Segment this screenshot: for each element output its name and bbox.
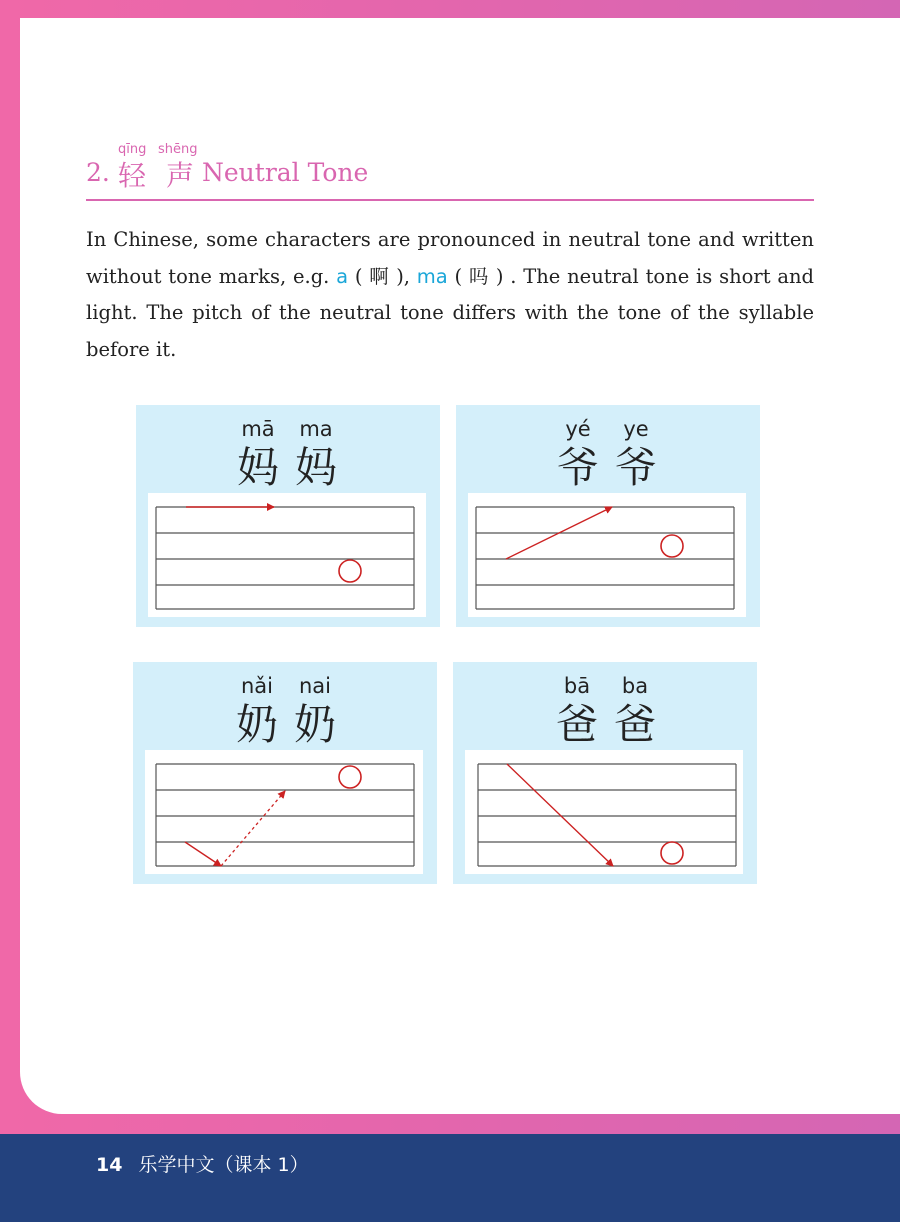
card-hanzi-2: 爸 [613,700,657,749]
card-pinyin-1: bā [563,674,591,698]
heading-divider [86,199,814,201]
para-text-1: In Chinese, some characters are pronounced in neutral tone and written without tone marks, e.g. [86,228,814,288]
card-pinyin-2: ma [299,417,333,441]
para-text-2: . The neutral tone is short and light. The pitch of the neutral tone differs with the tone of the syllable before it. [86,264,814,361]
pitch-staff [468,493,746,617]
card-hanzi-1: 爸 [555,700,599,749]
footer [96,1150,309,1177]
tone-card-baba [453,662,757,884]
card-hanzi-1: 妈 [236,443,280,492]
tone-card-yeye [456,405,760,627]
card-hanzi-1: 爷 [556,443,600,492]
card-hanzi-2: 妈 [294,443,338,492]
card-hanzi-1: 奶 [235,700,279,749]
page-number: 14 [96,1154,123,1176]
card-hanzi-2: 奶 [293,700,337,749]
card-pinyin-2: nai [298,674,332,698]
footer-bar [0,1134,900,1222]
pitch-staff [465,750,743,874]
tone-card-nainai [133,662,437,884]
heading-pinyin-2: shēng [158,142,198,157]
card-pinyin-1: nǎi [240,674,274,698]
intro-paragraph [86,222,814,368]
card-pinyin-2: ba [621,674,649,698]
heading-hanzi-2: 声 [166,159,195,192]
card-pinyin-1: mā [241,417,275,441]
heading-title-en: Neutral Tone [202,158,369,187]
example-hanzi-ma: ( 吗 ) [447,264,511,288]
book-title: 乐学中文（课本 1） [138,1154,309,1176]
tone-card-mama [136,405,440,627]
pitch-staff [145,750,423,874]
example-pinyin-ma: ma [416,264,448,288]
example-hanzi-a: ( 啊 ), [348,264,417,288]
card-pinyin-1: yé [565,417,591,441]
card-pinyin-2: ye [623,417,649,441]
example-pinyin-a: a [336,264,349,288]
heading-hanzi-1: 轻 [118,159,147,192]
card-hanzi-2: 爷 [614,443,658,492]
pitch-staff [148,493,426,617]
heading-pinyin-1: qīng [118,142,147,157]
section-number: 2. [86,158,110,187]
